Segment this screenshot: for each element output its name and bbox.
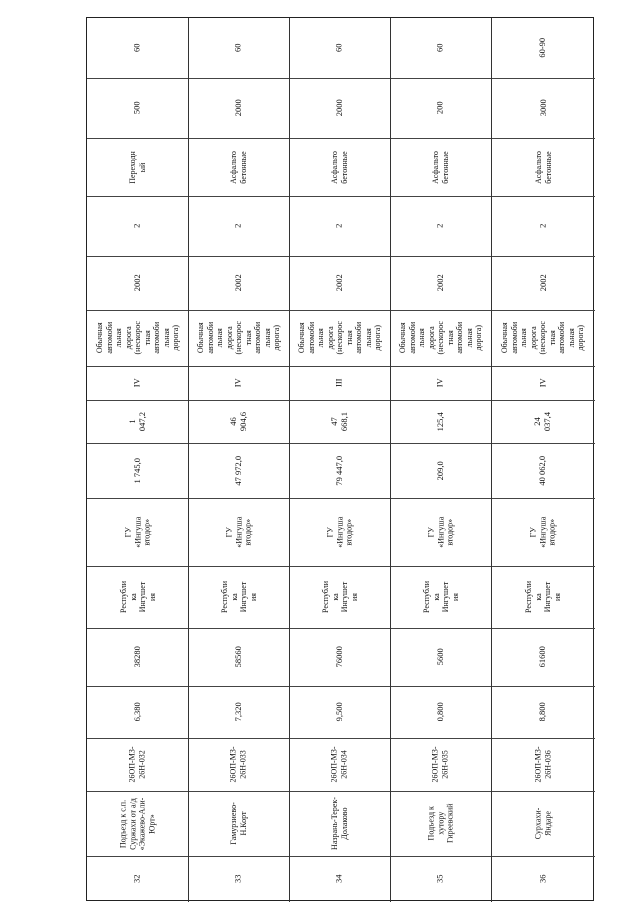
cell-manager bbox=[491, 498, 595, 566]
cell-text: Назрань-Терек- Долаково bbox=[330, 797, 349, 850]
cell-text: Республи ка Ингушет ия bbox=[219, 581, 257, 613]
cell-text: 33 bbox=[232, 874, 243, 884]
cell-lanes bbox=[289, 196, 390, 256]
cell-text: 2 bbox=[434, 223, 445, 229]
cell-text: Асфальто бетонные bbox=[533, 150, 552, 184]
cell-text: ГУ «Ингуша втодор» bbox=[123, 516, 152, 548]
cell-surface bbox=[491, 138, 595, 196]
cell-text: 76000 bbox=[333, 646, 344, 668]
cell-category bbox=[491, 366, 595, 400]
cell-surface bbox=[289, 138, 390, 196]
cell-text: 26ОП-МЗ- 26Н-034 bbox=[329, 746, 349, 783]
cell-text: ГУ «Ингуша втодор» bbox=[224, 516, 253, 548]
cell-manager bbox=[87, 498, 188, 566]
cell-text: 26ОП-МЗ- 26Н-032 bbox=[127, 746, 147, 783]
cell-text: 40 062,0 bbox=[537, 455, 548, 486]
cell-number bbox=[87, 856, 188, 902]
cell-text: 5600 bbox=[434, 648, 445, 666]
cell-area bbox=[188, 628, 289, 686]
cell-length bbox=[491, 686, 595, 738]
cell-text: 60 bbox=[232, 43, 243, 53]
cell-name bbox=[188, 791, 289, 856]
cell-length bbox=[289, 686, 390, 738]
cell-text: 47 668,1 bbox=[329, 411, 349, 432]
cell-speed bbox=[289, 18, 390, 78]
cell-text: 2 bbox=[537, 223, 548, 229]
cell-owner bbox=[87, 566, 188, 628]
cell-text: 35 bbox=[434, 874, 445, 884]
cell-text: 2 bbox=[333, 223, 344, 229]
cell-text: 7,320 bbox=[232, 702, 243, 722]
cell-text: 2 bbox=[131, 223, 142, 229]
cell-intensity bbox=[390, 78, 491, 138]
cell-surface bbox=[87, 138, 188, 196]
cell-year bbox=[390, 256, 491, 310]
cell-value1 bbox=[491, 443, 595, 498]
cell-speed bbox=[390, 18, 491, 78]
cell-text: Обычная автомоби льная дорога (нескорос тная автомоби льная дорога) bbox=[397, 321, 483, 355]
cell-text: 3000 bbox=[537, 99, 548, 117]
table-row bbox=[390, 18, 491, 902]
cell-year bbox=[491, 256, 595, 310]
cell-intensity bbox=[87, 78, 188, 138]
cell-text: Республи ка Ингушет ия bbox=[421, 581, 459, 613]
cell-text: IV bbox=[232, 378, 243, 388]
cell-value2 bbox=[188, 400, 289, 443]
table-row bbox=[289, 18, 390, 902]
cell-speed bbox=[491, 18, 595, 78]
cell-area bbox=[491, 628, 595, 686]
cell-text: 2002 bbox=[333, 274, 344, 292]
cell-text: 2 bbox=[232, 223, 243, 229]
cell-lanes bbox=[87, 196, 188, 256]
cell-text: Обычная автомоби льная дорога (нескорос тная автомоби льная дорога) bbox=[94, 321, 180, 355]
cell-text: ГУ «Ингуша втодор» bbox=[426, 516, 455, 548]
cell-text: IV bbox=[434, 378, 445, 388]
cell-speed bbox=[188, 18, 289, 78]
cell-text: Переходн ый bbox=[128, 150, 147, 184]
cell-text: 46 904,6 bbox=[228, 411, 248, 432]
cell-area bbox=[390, 628, 491, 686]
cell-manager bbox=[289, 498, 390, 566]
cell-text: 60-90 bbox=[537, 38, 548, 58]
cell-text: Республи ка Ингушет ия bbox=[524, 581, 562, 613]
cell-text: 79 447,0 bbox=[333, 455, 344, 486]
cell-intensity bbox=[289, 78, 390, 138]
cell-text: 58560 bbox=[232, 646, 243, 668]
cell-number bbox=[390, 856, 491, 902]
cell-text: 2002 bbox=[232, 274, 243, 292]
cell-text: 0,800 bbox=[434, 702, 445, 722]
cell-length bbox=[188, 686, 289, 738]
cell-code bbox=[87, 738, 188, 791]
cell-number bbox=[491, 856, 595, 902]
cell-year bbox=[87, 256, 188, 310]
cell-road-type bbox=[289, 310, 390, 366]
cell-road-type bbox=[390, 310, 491, 366]
cell-text: 209,0 bbox=[434, 460, 445, 481]
cell-text: Подъезд к с.п. Суржахи от а/д «Экажево-Али- Юрт» bbox=[118, 797, 156, 850]
cell-text: 8,800 bbox=[537, 702, 548, 722]
cell-speed bbox=[87, 18, 188, 78]
cell-road-type bbox=[491, 310, 595, 366]
cell-text: 6,380 bbox=[131, 702, 142, 722]
road-registry-table bbox=[86, 17, 594, 901]
cell-owner bbox=[188, 566, 289, 628]
cell-text: Асфальто бетонные bbox=[430, 150, 450, 184]
cell-text: 34 bbox=[333, 874, 344, 884]
cell-area bbox=[87, 628, 188, 686]
cell-text: ГУ «Ингуша втодор» bbox=[528, 516, 557, 548]
table-row bbox=[87, 18, 188, 902]
cell-text: Сурхахи- Яндаре bbox=[533, 807, 552, 840]
cell-area bbox=[289, 628, 390, 686]
cell-surface bbox=[390, 138, 491, 196]
cell-text: 60 bbox=[131, 43, 142, 53]
cell-text: 2002 bbox=[537, 274, 548, 292]
cell-text: IV bbox=[537, 378, 548, 388]
cell-text: 24 037,4 bbox=[532, 411, 552, 432]
cell-text: 2002 bbox=[131, 274, 142, 292]
cell-name bbox=[289, 791, 390, 856]
cell-code bbox=[289, 738, 390, 791]
cell-text: ГУ «Ингуша втодор» bbox=[325, 516, 354, 548]
table-row bbox=[188, 18, 289, 902]
cell-number bbox=[188, 856, 289, 902]
cell-text: IV bbox=[131, 378, 142, 388]
cell-owner bbox=[491, 566, 595, 628]
cell-category bbox=[188, 366, 289, 400]
cell-year bbox=[188, 256, 289, 310]
cell-manager bbox=[188, 498, 289, 566]
cell-text: Обычная автомоби льная дорога (нескорос тная автомоби льная дорога) bbox=[500, 321, 586, 355]
cell-text: 26ОП-МЗ- 26Н-035 bbox=[430, 746, 450, 783]
cell-value1 bbox=[188, 443, 289, 498]
cell-lanes bbox=[491, 196, 595, 256]
cell-value2 bbox=[289, 400, 390, 443]
cell-category bbox=[87, 366, 188, 400]
cell-text: 38280 bbox=[131, 646, 142, 668]
cell-surface bbox=[188, 138, 289, 196]
cell-intensity bbox=[491, 78, 595, 138]
cell-value1 bbox=[87, 443, 188, 498]
cell-text: 1 047,2 bbox=[127, 411, 147, 432]
cell-text: 125,4 bbox=[434, 411, 445, 432]
cell-value1 bbox=[289, 443, 390, 498]
cell-text: 61600 bbox=[537, 646, 548, 668]
cell-text: 36 bbox=[537, 874, 548, 884]
cell-text: 47 972,0 bbox=[232, 455, 243, 486]
table-row bbox=[491, 18, 595, 902]
cell-text: Асфальто бетонные bbox=[228, 150, 248, 184]
cell-text: 60 bbox=[434, 43, 445, 53]
cell-name bbox=[491, 791, 595, 856]
cell-code bbox=[491, 738, 595, 791]
cell-length bbox=[390, 686, 491, 738]
cell-code bbox=[390, 738, 491, 791]
cell-text: III bbox=[333, 378, 344, 388]
cell-value2 bbox=[390, 400, 491, 443]
cell-name bbox=[390, 791, 491, 856]
cell-text: 2000 bbox=[333, 99, 344, 117]
cell-lanes bbox=[188, 196, 289, 256]
cell-text: 60 bbox=[333, 43, 344, 53]
cell-road-type bbox=[87, 310, 188, 366]
cell-text: 26ОП-МЗ- 26Н-036 bbox=[533, 746, 552, 783]
cell-intensity bbox=[188, 78, 289, 138]
cell-length bbox=[87, 686, 188, 738]
cell-road-type bbox=[188, 310, 289, 366]
cell-text: 500 bbox=[131, 101, 142, 115]
cell-text: Гамурзиево- Н.Корт bbox=[228, 802, 248, 845]
cell-text: Обычная автомоби льная дорога (нескорос тная автомоби льная дорога) bbox=[195, 321, 281, 355]
cell-text: 200 bbox=[434, 101, 445, 115]
cell-owner bbox=[289, 566, 390, 628]
cell-number bbox=[289, 856, 390, 902]
cell-text: 2002 bbox=[434, 274, 445, 292]
cell-value2 bbox=[87, 400, 188, 443]
cell-text: Обычная автомоби льная дорога (нескорос тная автомоби льная дорога) bbox=[296, 321, 382, 355]
cell-name bbox=[87, 791, 188, 856]
cell-value1 bbox=[390, 443, 491, 498]
cell-text: Республи ка Ингушет ия bbox=[320, 581, 358, 613]
cell-category bbox=[289, 366, 390, 400]
cell-year bbox=[289, 256, 390, 310]
cell-text: Подъезд к хутору Гиреевский bbox=[426, 803, 455, 844]
cell-text: Асфальто бетонные bbox=[329, 150, 349, 184]
cell-category bbox=[390, 366, 491, 400]
cell-manager bbox=[390, 498, 491, 566]
cell-value2 bbox=[491, 400, 595, 443]
cell-text: 32 bbox=[131, 874, 142, 884]
cell-text: 26ОП-МЗ- 26Н-033 bbox=[228, 746, 248, 783]
cell-code bbox=[188, 738, 289, 791]
cell-owner bbox=[390, 566, 491, 628]
cell-text: 9,500 bbox=[333, 702, 344, 722]
cell-lanes bbox=[390, 196, 491, 256]
cell-text: Республи ка Ингушет ия bbox=[118, 581, 156, 613]
cell-text: 1 745,0 bbox=[131, 457, 142, 484]
cell-text: 2000 bbox=[232, 99, 243, 117]
